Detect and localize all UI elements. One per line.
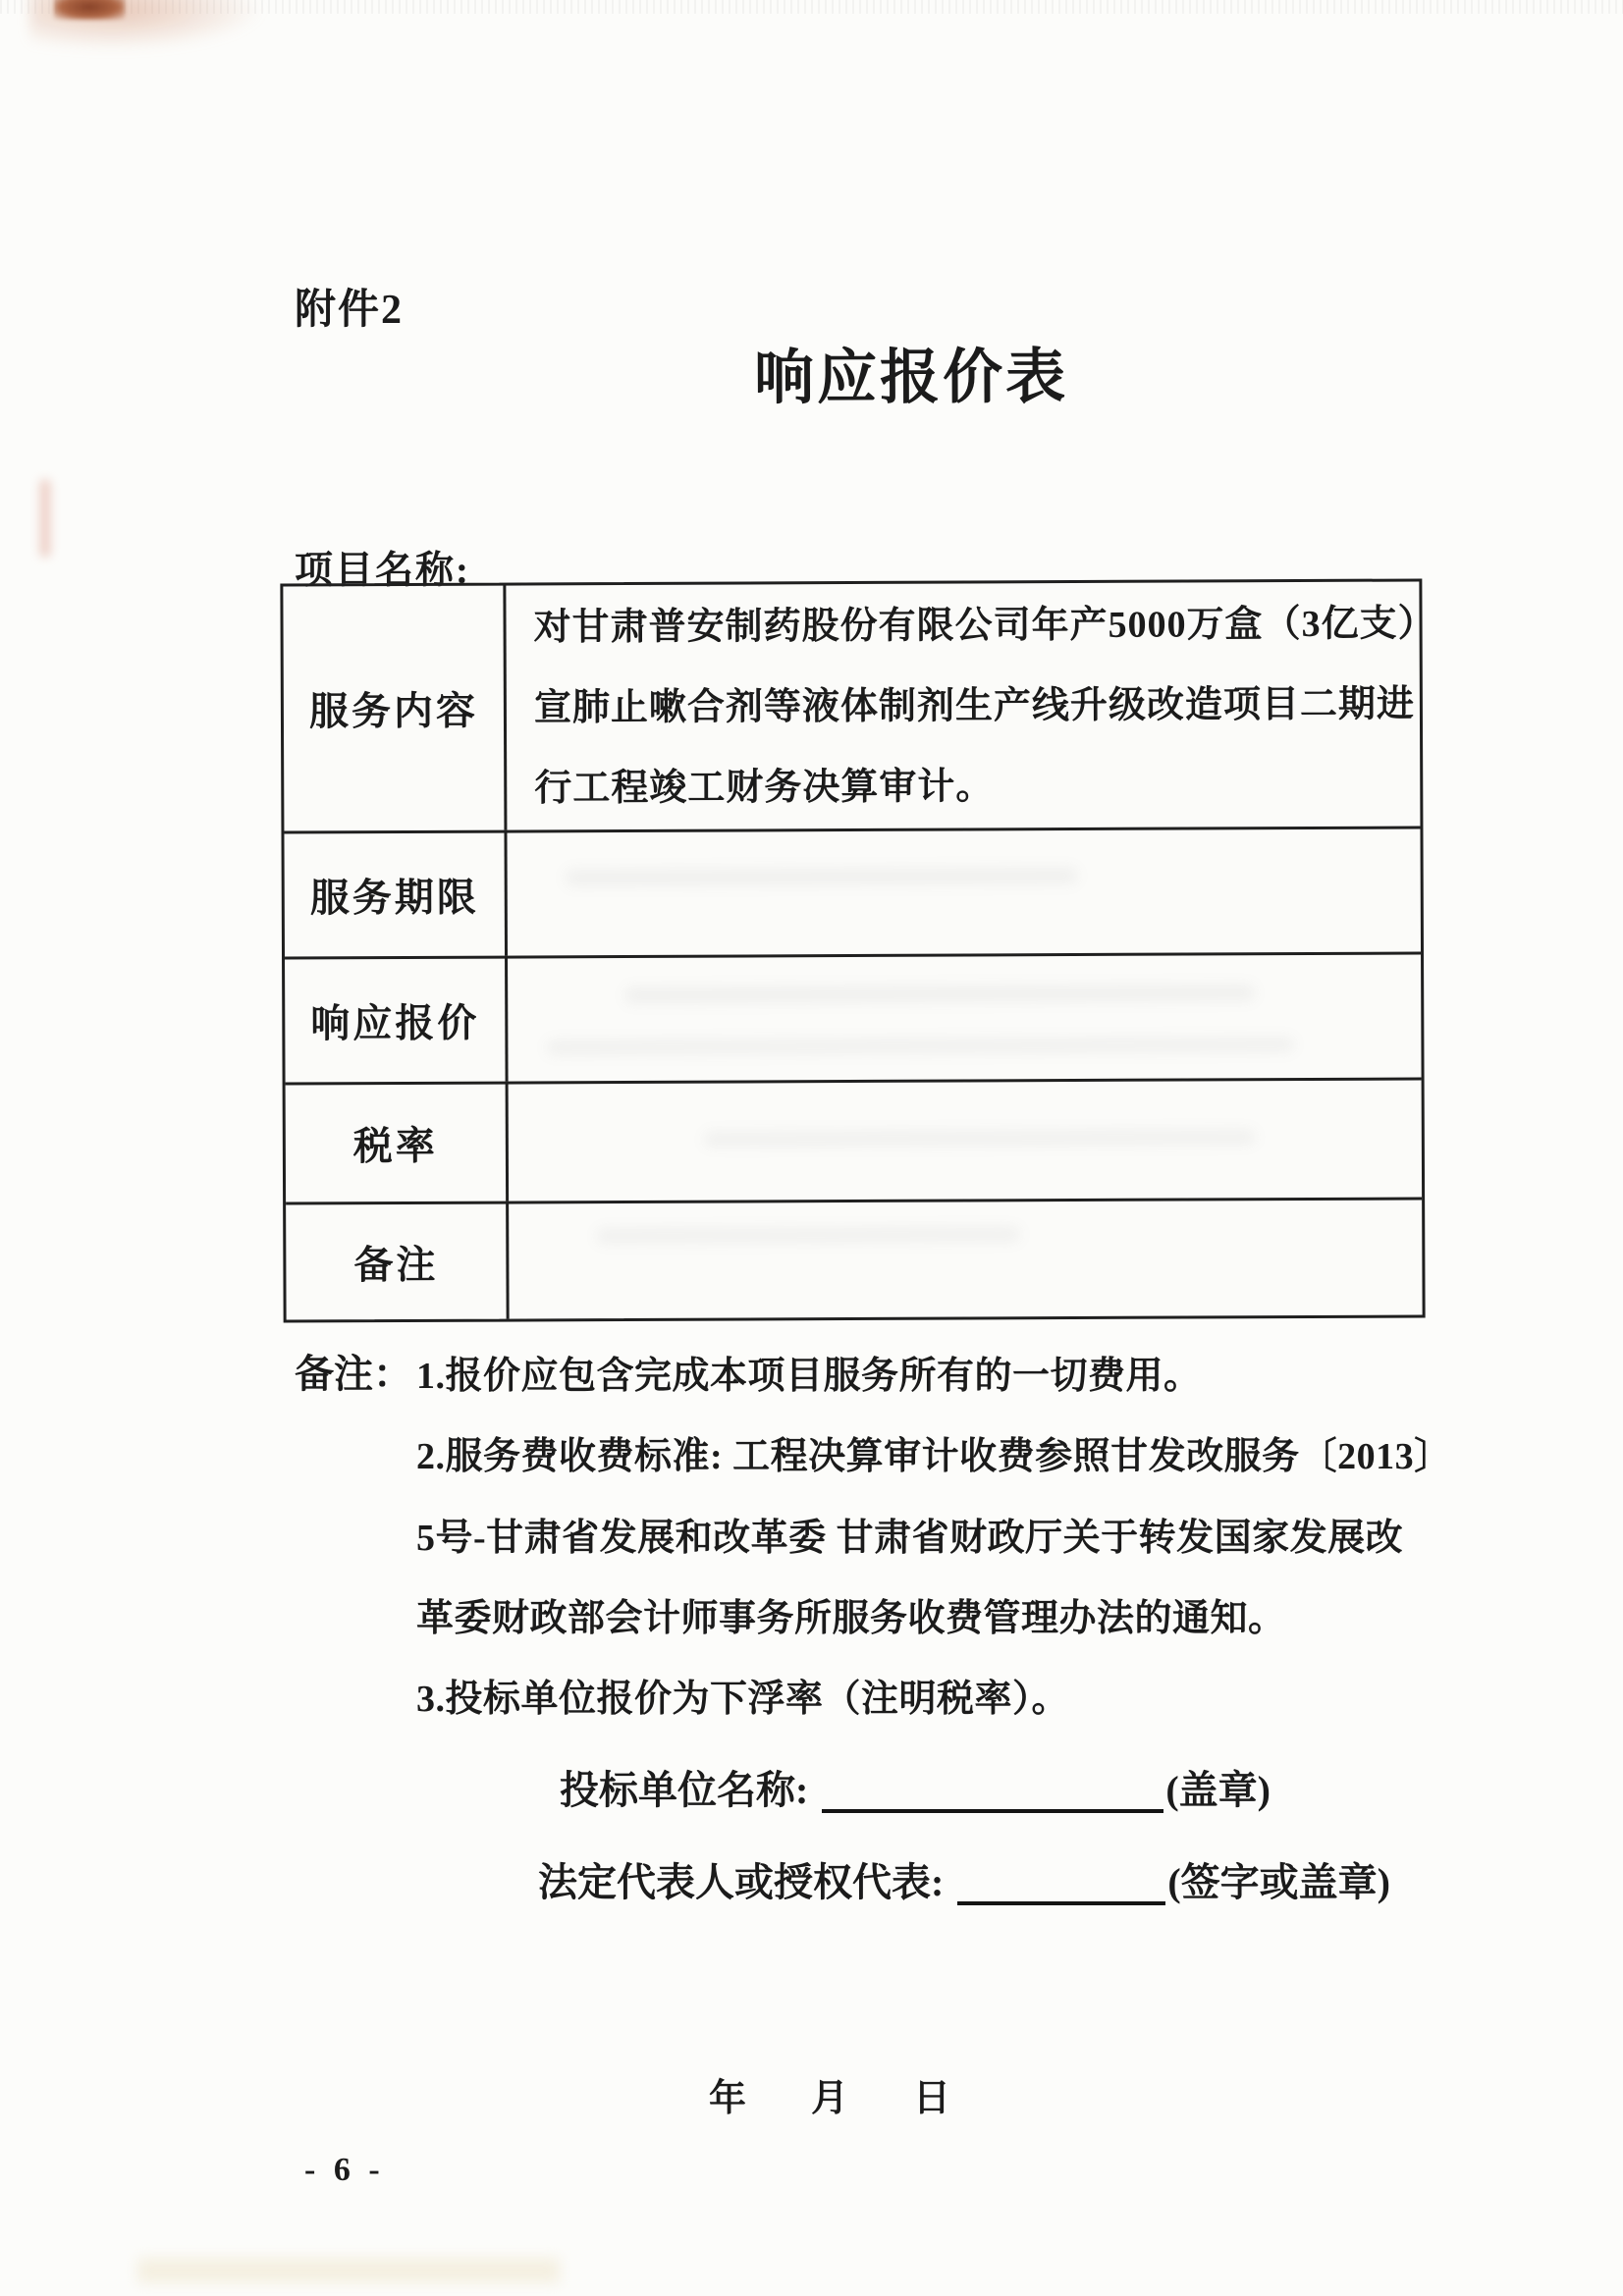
page-number: - 6 - [304,2152,385,2188]
quotation-table [280,578,1436,1322]
representative-blank-line [957,1860,1165,1905]
table-row-response-quote [285,954,1422,1085]
service-content-line: 行工程竣工财务决算审计。 [534,765,995,809]
notes-label: 备注： [295,1352,412,1396]
table-row-remarks [286,1200,1422,1319]
bidder-seal-suffix: (盖章) [1165,1768,1271,1812]
note-line-5: 3.投标单位报价为下浮率（注明税率）。 [416,1679,1070,1720]
signature-representative-row [538,1851,1390,1907]
note-line-2: 2.服务费收费标准: 工程决算审计收费参照甘发改服务〔2013〕 [416,1436,1452,1477]
scan-bleedthrough [547,1038,1293,1054]
row-label-tax-rate: 税率 [286,1085,510,1202]
note-line-3: 5号-甘肃省发展和改革委 甘肃省财政厅关于转发国家发展改 [416,1518,1404,1559]
representative-label: 法定代表人或授权代表: [538,1860,945,1904]
signature-bidder-row [560,1759,1271,1815]
row-value-service-period [507,828,1421,955]
note-line-4: 革委财政部会计师事务所服务收费管理办法的通知。 [416,1598,1286,1639]
row-value-service-content [506,581,1442,829]
project-name-label: 项目名称: [295,550,470,592]
row-value-remarks [509,1200,1423,1318]
document-title: 响应报价表 [753,345,1069,412]
bidder-name-blank-line [822,1768,1163,1813]
row-label-remarks: 备注 [286,1204,510,1320]
row-label-service-content: 服务内容 [283,586,507,831]
row-label-response-quote: 响应报价 [285,959,509,1083]
bidder-name-label: 投标单位名称: [560,1768,809,1812]
year-label: 年 [709,2078,747,2119]
service-content-line: 对甘肃普安制药股份有限公司年产5000万盒（3亿支） [533,602,1436,648]
month-label: 月 [811,2078,849,2119]
note-line-1: 1.报价应包含完成本项目服务所有的一切费用。 [416,1356,1202,1397]
day-label: 日 [913,2078,951,2119]
scan-bleedthrough [705,1130,1255,1146]
scan-bottom-tint [137,2258,560,2283]
scan-smudge [54,0,125,20]
table-row-service-period [284,828,1421,959]
row-value-response-quote [508,954,1422,1081]
attachment-label: 附件2 [295,288,405,333]
representative-seal-suffix: (签字或盖章) [1167,1860,1390,1904]
scan-red-streak [39,479,51,558]
scan-bleedthrough [625,985,1254,1003]
row-label-service-period: 服务期限 [284,833,508,957]
scan-bleedthrough [567,868,1077,885]
service-content-line: 宣肺止嗽合剂等液体制剂生产线升级改造项目二期进 [533,683,1416,728]
row-value-tax-rate [509,1080,1423,1201]
table-row-service-content [283,581,1436,833]
scan-bleedthrough [597,1227,1019,1243]
table-row-tax-rate [286,1080,1423,1204]
date-line [709,2067,950,2121]
